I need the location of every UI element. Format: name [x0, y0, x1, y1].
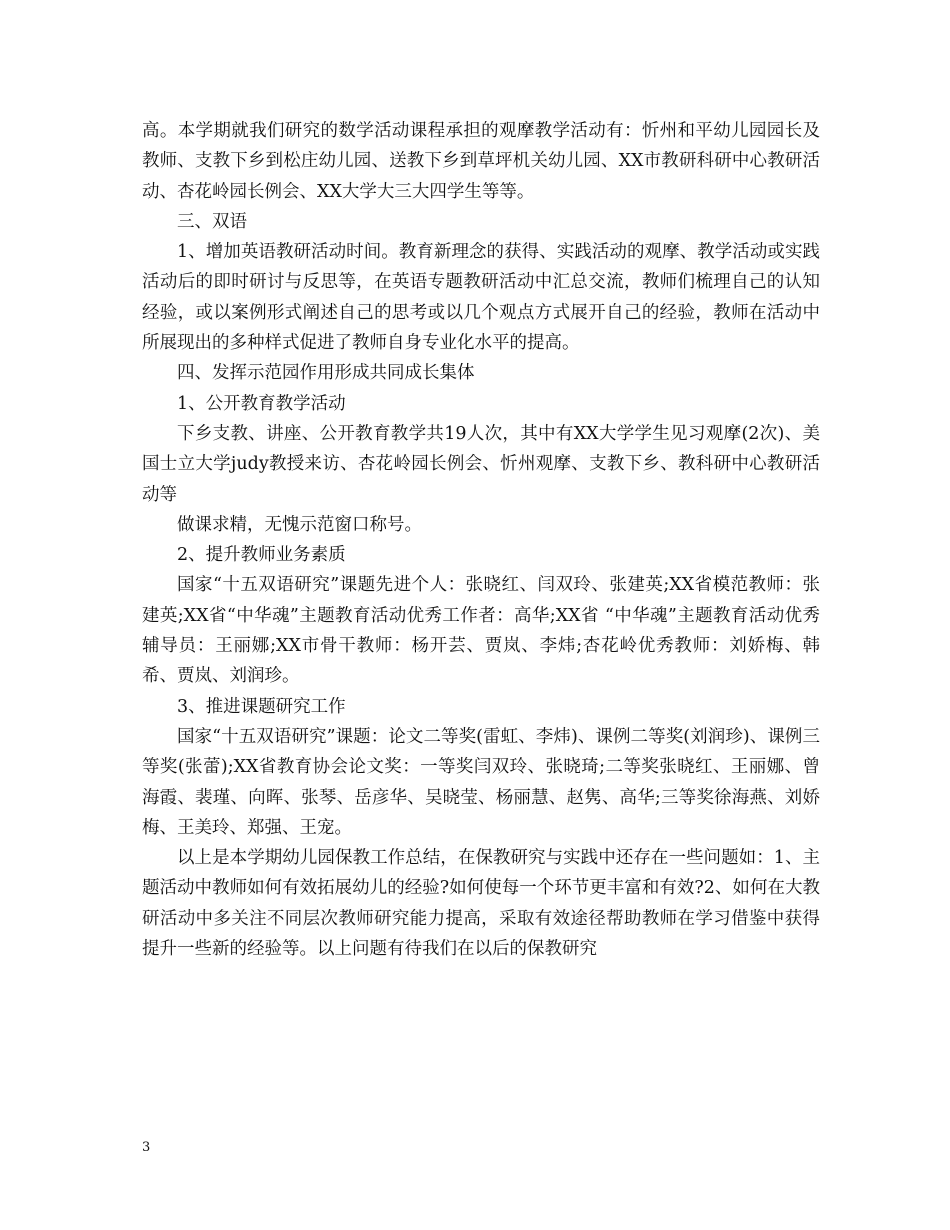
paragraph-summary: 以上是本学期幼儿园保教工作总结，在保教研究与实践中还存在一些问题如：1、主题活动中教师如何有效拓展幼儿的经验?如何使每一个环节更丰富和有效?2、如何在大教研活动中多关注不同层次教师研究能力提高，采取有效途径帮助教师在学习借鉴中获得提升一些新的经验等。以上问题有待我们在以后的保教研究	[142, 848, 820, 960]
paragraph-research-awards: 国家“十五双语研究”课题：论文二等奖(雷虹、李炜)、课例二等奖(刘润珍)、课例三等奖(张蕾);XX省教育协会论文奖：一等奖闫双玲、张晓琦;二等奖张晓红、王丽娜、曾海霞、裴瑾、向晖、张琴、岳彦华、吴晓莹、杨丽慧、赵隽、高华;三等奖徐海燕、刘娇梅、王美玲、郑强、王宠。	[142, 726, 820, 838]
subheading-teacher-quality: 2、提升教师业务素质	[177, 545, 346, 566]
paragraph-open-teaching: 下乡支教、讲座、公开教育教学共19人次，其中有XX大学学生见习观摩(2次)、美国士立大学judy教授来访、杏花岭园长例会、忻州观摩、支教下乡、教科研中心教研活动等	[142, 423, 820, 505]
subheading-research: 3、推进课题研究工作	[177, 696, 346, 717]
page-number: 3	[142, 1140, 151, 1155]
paragraph-1: 高。本学期就我们研究的数学活动课程承担的观摩教学活动有：忻州和平幼儿园园长及教师、支教下乡到松庄幼儿园、送教下乡到草坪机关幼儿园、XX市教研科研中心教研活动、杏花岭园长例会、XX大学大三大四学生等等。	[142, 121, 820, 202]
section-heading-demonstration: 四、发挥示范园作用形成共同成长集体	[177, 363, 475, 384]
section-heading-bilingual: 三、双语	[177, 211, 247, 232]
paragraph-english-research: 1、增加英语教研活动时间。教育新理念的获得、实践活动的观摩、教学活动或实践活动后的即时研讨与反思等，在英语专题教研活动中汇总交流，教师们梳理自己的认知经验，或以案例形式阐述自己的思考或以几个观点方式展开自己的经验，教师在活动中所展现出的多种样式促进了教师自身专业化水平的提高。	[142, 242, 820, 354]
paragraph-teacher-honors: 国家“十五双语研究”课题先进个人：张晓红、闫双玲、张建英;XX省模范教师：张建英;XX省“中华魂”主题教育活动优秀工作者：高华;XX省 “中华魂”主题教育活动优秀辅导员：王丽娜;XX市骨干教师：杨开芸、贾岚、李炜;杏花岭优秀教师：刘娇梅、韩希、贾岚、刘润珍。	[142, 575, 820, 687]
subheading-open-teaching: 1、公开教育教学活动	[177, 393, 346, 414]
paragraph-motto: 做课求精，无愧示范窗口称号。	[177, 514, 422, 535]
document-body	[142, 116, 820, 964]
